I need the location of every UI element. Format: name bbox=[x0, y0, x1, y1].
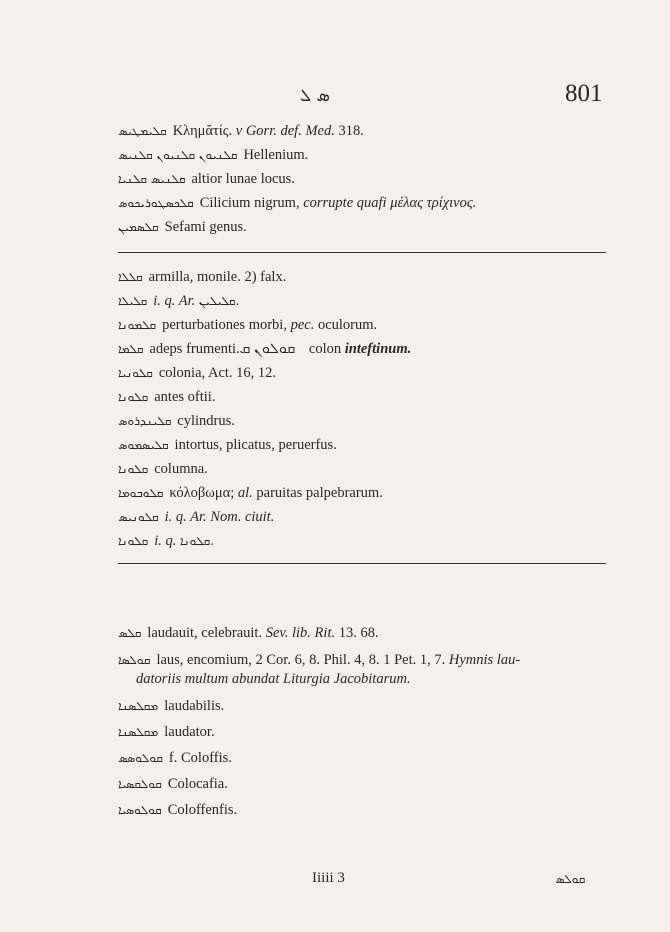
entry: ܩܘܠܘܣܝܐ Coloffenfis. bbox=[118, 802, 238, 818]
page-number: 801 bbox=[565, 80, 603, 107]
entry: ܩܘܠܘܣܣ f. Coloffis. bbox=[118, 750, 232, 766]
running-head: ܣ ܠ bbox=[300, 86, 330, 106]
entry: ܩܠܡܐ adeps frumenti.ܩܘܠܘܢ ܩ colon inteftinum. bbox=[118, 341, 412, 357]
entry: ܩܠܠܐ armilla, monile. 2) falx. bbox=[118, 269, 287, 285]
entry: ܩܘܠܣܐ laus, encomium, 2 Cor. 6, 8. Phil. 4, 8. 1 Pet. 1, 7. Hymnis lau- bbox=[118, 652, 521, 668]
entry: ܩܠܘܢܐ antes oftii. bbox=[118, 389, 216, 405]
entry: ܩܠܝܡܛܝܣ Κλημᾰτίς. v Gorr. def. Med. 318. bbox=[118, 123, 364, 139]
entry: ܩܠܢܝܣ ܩܠܢܝܐ altior lunae locus. bbox=[118, 171, 295, 187]
entry: ܩܠܝܠܐ i. q. Ar. ܩܠܝܠܝܢ. bbox=[118, 293, 240, 309]
catchword: ܩܘܠܣ bbox=[555, 872, 586, 886]
section-divider bbox=[118, 252, 606, 253]
entry-continuation: datoriis multum abundat Liturgia Jacobitarum. bbox=[136, 671, 411, 687]
entry: ܡܩܠܣܢܐ laudabilis. bbox=[118, 698, 225, 714]
entry: ܩܠܘܒܘܡܐ κόλοβωμα; al. paruitas palpebrarum. bbox=[118, 485, 383, 501]
entry: ܩܠܣܡܝܢ Sefami genus. bbox=[118, 219, 247, 235]
entry: ܩܘܠܩܣܝܐ Colocafia. bbox=[118, 776, 228, 792]
entry: ܩܠܘܢܝܣ i. q. Ar. Nom. ciuit. bbox=[118, 509, 275, 525]
entry: ܩܠܘܢܐ i. q. ܩܠܘܢܐ. bbox=[118, 533, 215, 549]
entry: ܩܠܟܣܛܘܪܝܟܘܣ Cilicium nigrum, corrupte quafi μέλας τρίχινος. bbox=[118, 195, 477, 211]
entry: ܩܠܘܢܝܐ colonia, Act. 16, 12. bbox=[118, 365, 277, 381]
entry: ܡܩܠܣܢܐ laudator. bbox=[118, 724, 215, 740]
entry: ܩܠܝܣܡܘܣ intortus, plicatus, peruerfus. bbox=[118, 437, 337, 453]
section-divider bbox=[118, 563, 606, 564]
entry: ܩܠܡܘܢܐ perturbationes morbi, pec. oculorum. bbox=[118, 317, 378, 333]
entry: ܩܠܣ laudauit, celebrauit. Sev. lib. Rit. 13. 68. bbox=[118, 625, 379, 641]
entry: ܩܠܝܢܕܪܘܣ cylindrus. bbox=[118, 413, 235, 429]
entry: ܩܠܢܝܘܢ ܩܠܢܝܘܢ ܩܠܢܝܣ Hellenium. bbox=[118, 147, 309, 163]
entry: ܩܠܘܢܐ columna. bbox=[118, 461, 208, 477]
signature-mark: Iiiii 3 bbox=[312, 870, 345, 886]
